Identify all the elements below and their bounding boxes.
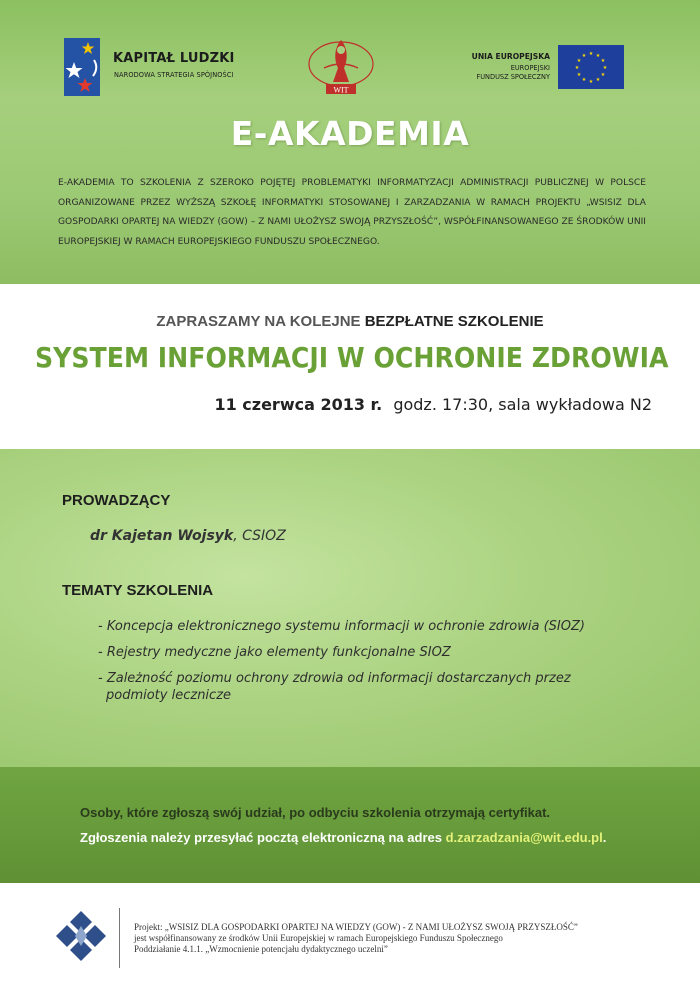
topic-item: - Zależność poziomu ochrony zdrowia od informacji dostarczanych przez podmioty lecznicze xyxy=(98,671,571,703)
eu-line-3: FUNDUSZ SPOŁECZNY xyxy=(476,73,550,81)
kapital-ludzki-logo-icon xyxy=(64,38,100,96)
svg-text:★: ★ xyxy=(581,77,587,83)
event-title: SYSTEM INFORMACJI W OCHRONIE ZDROWIA xyxy=(35,341,669,374)
eu-flag-icon xyxy=(558,45,624,89)
page-title: E-AKADEMIA xyxy=(230,114,470,153)
kapital-ludzki-subtitle: NARODOWA STRATEGIA SPÓJNOŚCI xyxy=(114,71,234,79)
certificate-line: Osoby, które zgłoszą swój udział, po odbyciu szkolenia otrzymają certyfikat. xyxy=(80,805,551,820)
invite-prefix: ZAPRASZAMY NA KOLEJNE xyxy=(156,313,361,330)
footer-line-1: Projekt: „WSISIZ DLA GOSPODARKI OPARTEJ NA WIEDZY (GOW) - Z NAMI UŁOŻYSZ SWOJĄ PRZYSZŁOŚĆ” xyxy=(134,922,578,932)
eu-line-2: EUROPEJSKI xyxy=(510,64,550,72)
footer-line-2: jest współfinansowany ze środków Unii Europejskiej w ramach Europejskiego Funduszu Społecznego xyxy=(134,933,503,943)
svg-text:★: ★ xyxy=(595,77,601,83)
svg-text:★: ★ xyxy=(595,53,601,59)
topic-item: - Koncepcja elektronicznego systemu informacji w ochronie zdrowia (SIOZ) xyxy=(98,619,585,634)
event-date: 11 czerwca 2013 r. xyxy=(214,395,383,414)
registration-suffix: . xyxy=(602,830,607,845)
invite-line xyxy=(0,313,700,330)
topic-item: - Rejestry medyczne jako elementy funkcjonalne SIOZ xyxy=(98,645,451,660)
header-band xyxy=(0,0,700,284)
svg-text:★: ★ xyxy=(576,58,582,64)
registration-email-link[interactable]: d.zarzadzania@wit.edu.pl xyxy=(445,830,603,845)
topics-list xyxy=(98,618,618,713)
intro-paragraph: E-AKADEMIA TO SZKOLENIA Z SZEROKO POJĘTEJ PROBLEMATYKI INFORMATYZACJI ADMINISTRACJI PUBLICZNEJ W POLSCE ORGANIZOWANE PRZEZ WYŻSZĄ SZKOŁĘ INFORMATYKI STOSOWANEJ I ZARZADZANIA W RAMACH PROJEKTU „WSISIZ DLA GOSPODARKI OPARTEJ NA WIEDZY (GOW) – Z NAMI UŁOŻYSZ SWOJĄ PRZYSZŁOŚĆ”, WSPÓŁFINANSOWANEGO ZE ŚRODKÓW UNII EUROPEJSKIEJ W RAMACH EUROPEJSKIEGO FUNDUSZU SPOŁECZNEGO. xyxy=(58,178,646,247)
certificate-band xyxy=(0,767,700,883)
trainer-org: , CSIOZ xyxy=(233,528,286,544)
svg-text:★: ★ xyxy=(588,79,594,85)
svg-text:★: ★ xyxy=(574,65,580,71)
trainer-name: dr Kajetan Wojsyk xyxy=(90,528,234,544)
trainer-heading: PROWADZĄCY xyxy=(62,492,171,509)
footer-line-3: Poddziałanie 4.1.1. „Wzmocnienie potencjału dydaktycznego uczelni” xyxy=(134,944,388,954)
svg-text:★: ★ xyxy=(600,58,606,64)
svg-text:★: ★ xyxy=(602,65,608,71)
logo-row xyxy=(0,38,700,100)
topics-heading: TEMATY SZKOLENIA xyxy=(62,582,214,599)
footer-text xyxy=(134,922,674,955)
registration-line xyxy=(80,830,606,845)
event-date-line xyxy=(214,395,652,414)
svg-text:★: ★ xyxy=(581,53,587,59)
trainer-line xyxy=(90,528,286,544)
footer-diamond-logo-icon xyxy=(54,909,108,963)
invite-strong: BEZPŁATNE SZKOLENIE xyxy=(364,313,544,330)
registration-prefix: Zgłoszenia należy przesyłać pocztą elektroniczną na adres xyxy=(80,830,446,845)
footer-divider xyxy=(119,908,120,968)
wit-crest-icon xyxy=(300,34,382,100)
eu-text xyxy=(440,52,550,81)
svg-text:★: ★ xyxy=(588,51,594,57)
kapital-ludzki-title: KAPITAŁ LUDZKI xyxy=(113,51,235,66)
svg-text:★: ★ xyxy=(576,72,582,78)
eu-line-1: UNIA EUROPEJSKA xyxy=(471,52,550,61)
event-time-place: godz. 17:30, sala wykładowa N2 xyxy=(393,395,652,414)
wit-label: WIT xyxy=(333,85,349,95)
svg-text:★: ★ xyxy=(600,72,606,78)
